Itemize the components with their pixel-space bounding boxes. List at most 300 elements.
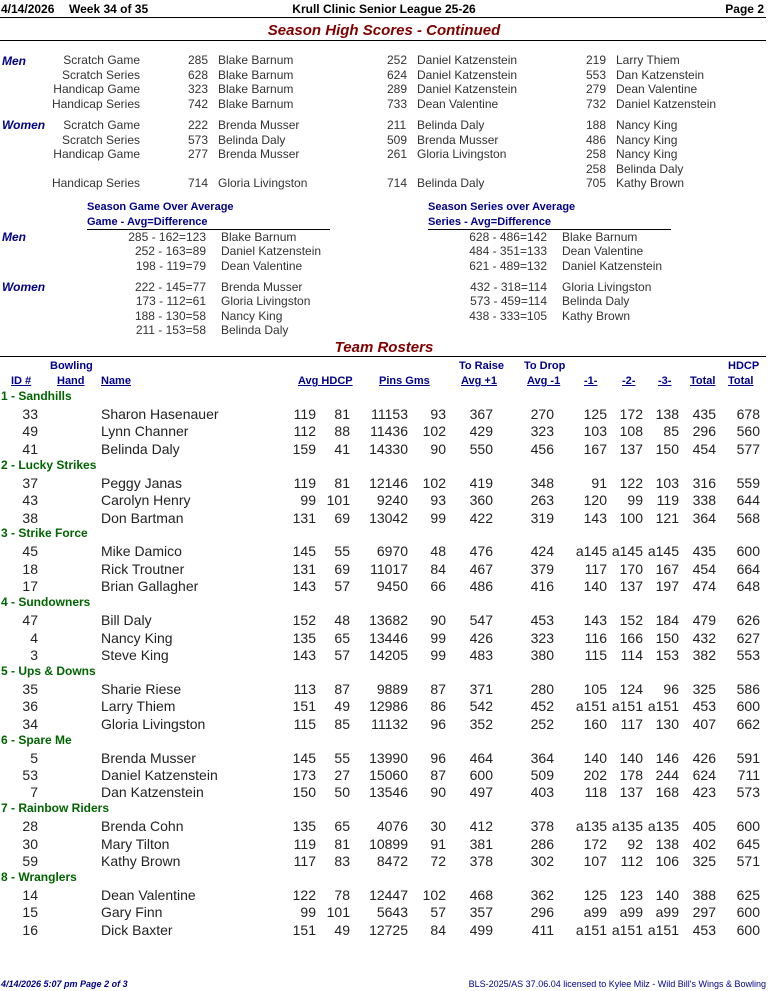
bowler-name: Don Bartman <box>101 509 184 526</box>
roster-row <box>0 767 768 784</box>
to-raise: 542 <box>469 698 493 715</box>
handicap-total: 645 <box>736 835 760 852</box>
bowler-average: 117 <box>293 853 316 869</box>
to-raise: 486 <box>469 578 493 595</box>
difference-row <box>0 280 768 295</box>
bowler-average: 122 <box>292 886 316 903</box>
score-category: Scratch Game <box>63 53 140 67</box>
bowler-name: Blake Barnum <box>218 82 294 96</box>
score-value: 732 <box>586 97 607 111</box>
series-total: 426 <box>692 749 716 766</box>
game-1: 117 <box>584 560 607 577</box>
handicap-total: 600 <box>736 543 760 560</box>
handicap-total: 600 <box>736 904 760 921</box>
difference-value: 432 - 318=114 <box>470 280 547 294</box>
score-category: Scratch Game <box>63 118 140 132</box>
total-pins: 9889 <box>376 680 408 697</box>
bowler-id: 4 <box>30 629 38 646</box>
col-hand: Hand <box>57 375 85 387</box>
bowler-id: 33 <box>22 406 38 422</box>
bowler-handicap: 55 <box>334 749 350 766</box>
bowler-name: Belinda Daly <box>417 176 485 190</box>
bowler-id: 5 <box>30 749 38 766</box>
roster-row <box>0 698 768 715</box>
difference-value: 573 - 459=114 <box>470 294 547 308</box>
game-3: 138 <box>655 406 679 422</box>
game-1: a151 <box>575 698 607 715</box>
bowler-name: Bill Daly <box>101 612 152 629</box>
roster-row <box>0 510 768 527</box>
bowler-name: Kathy Brown <box>562 309 631 323</box>
games-bowled: 30 <box>430 818 446 835</box>
game-1: 143 <box>583 509 607 526</box>
game-3: 244 <box>655 766 679 783</box>
series-total: 316 <box>692 474 716 491</box>
game-3: 96 <box>663 680 679 697</box>
over-average-men-label: Men <box>2 230 26 244</box>
score-category: Handicap Series <box>51 97 140 111</box>
bowler-average: 151 <box>292 698 316 715</box>
roster-row <box>0 716 768 733</box>
difference-value: 173 - 112=61 <box>135 294 206 308</box>
score-value: 486 <box>586 133 607 147</box>
series-total: 423 <box>692 784 716 801</box>
bowler-id: 28 <box>22 818 38 835</box>
games-bowled: 90 <box>430 612 446 629</box>
score-value: 573 <box>188 133 209 147</box>
handicap-total: 648 <box>736 578 760 595</box>
high-score-row <box>0 68 768 83</box>
bowler-handicap: 49 <box>334 698 350 715</box>
total-pins: 5643 <box>376 904 408 921</box>
bowler-id: 14 <box>22 886 38 903</box>
games-bowled: 87 <box>430 680 446 697</box>
bowler-name: Blake Barnum <box>218 68 294 82</box>
game-1: 140 <box>583 749 607 766</box>
bowler-name: Gloria Livingston <box>562 280 652 294</box>
game-1: a135 <box>575 818 607 835</box>
bowler-name: Belinda Daly <box>562 294 630 308</box>
bowler-name: Brenda Musser <box>417 133 499 147</box>
to-raise: 497 <box>469 784 493 801</box>
bowler-name: Daniel Katzenstein <box>417 68 518 82</box>
score-value: 323 <box>188 82 209 96</box>
col-id: ID # <box>11 375 32 387</box>
bowler-name: Dean Valentine <box>562 244 644 258</box>
header-page: Page 2 <box>725 2 764 16</box>
handicap-total: 559 <box>736 474 760 491</box>
bowler-average: 150 <box>292 784 316 801</box>
roster-row <box>0 543 768 560</box>
total-pins: 11436 <box>370 423 408 440</box>
difference-value: 188 - 130=58 <box>134 309 206 323</box>
game-3: 140 <box>655 886 679 903</box>
total-pins: 10899 <box>369 835 408 852</box>
game-2: 170 <box>619 560 643 577</box>
col-avg-minus: Avg -1 <box>527 375 561 387</box>
score-value: 219 <box>586 53 607 67</box>
bowler-average: 119 <box>293 406 316 422</box>
bowler-id: 30 <box>22 835 38 852</box>
handicap-total: 600 <box>736 698 760 715</box>
high-scores-title: Season High Scores - Continued <box>267 22 501 39</box>
col-g3: -3- <box>658 375 672 387</box>
roster-row <box>0 441 768 458</box>
game-1: 172 <box>583 835 607 852</box>
bowler-id: 41 <box>22 440 38 457</box>
game-1: 125 <box>583 886 607 903</box>
handicap-total: 627 <box>736 629 760 646</box>
team-name: 3 - Strike Force <box>1 526 88 541</box>
score-value: 277 <box>188 147 209 161</box>
total-pins: 12146 <box>369 474 408 491</box>
game-3: 138 <box>655 835 679 852</box>
game-1: 125 <box>583 406 607 422</box>
score-value: 222 <box>188 118 209 132</box>
difference-row <box>0 244 768 259</box>
to-drop: 380 <box>530 646 554 663</box>
game-1: 91 <box>591 474 607 491</box>
bowler-id: 17 <box>22 578 38 595</box>
game-3: 150 <box>655 440 679 457</box>
series-total: 435 <box>692 406 716 422</box>
bowler-name: Brenda Musser <box>218 147 300 161</box>
score-value: 211 <box>387 118 407 132</box>
game-2: a135 <box>611 818 643 835</box>
bowler-name: Brian Gallagher <box>101 578 199 595</box>
to-drop: 323 <box>530 629 554 646</box>
game-3: a151 <box>647 921 679 938</box>
bowler-handicap: 27 <box>334 766 350 783</box>
games-bowled: 102 <box>422 886 446 903</box>
roster-row <box>0 818 768 835</box>
bowler-handicap: 81 <box>334 406 350 422</box>
bowler-name: Dan Katzenstein <box>616 68 705 82</box>
score-value: 705 <box>586 176 607 190</box>
score-category: Handicap Series <box>51 176 140 190</box>
games-bowled: 57 <box>430 904 446 921</box>
difference-row <box>0 230 768 245</box>
game-3: 167 <box>655 560 679 577</box>
series-total: 325 <box>692 853 716 869</box>
bowler-name: Belinda Daly <box>218 133 286 147</box>
game-1: 118 <box>584 784 607 801</box>
difference-value: 198 - 119=79 <box>135 259 206 273</box>
bowler-name: Blake Barnum <box>562 230 638 244</box>
total-pins: 13446 <box>369 629 408 646</box>
game-1: 107 <box>583 853 607 869</box>
game-3: 103 <box>655 474 679 491</box>
bowler-name: Dean Valentine <box>221 259 303 273</box>
bowler-name: Dan Katzenstein <box>101 784 204 801</box>
to-raise: 467 <box>469 560 493 577</box>
to-drop: 280 <box>530 680 554 697</box>
score-value: 714 <box>188 176 209 190</box>
footer-left: 4/14/2026 5:07 pm Page 2 of 3 <box>1 979 128 989</box>
to-drop: 509 <box>530 766 554 783</box>
col-hdcp-total: Total <box>728 375 754 387</box>
game-3: 146 <box>655 749 679 766</box>
total-pins: 14330 <box>369 440 408 457</box>
bowler-handicap: 65 <box>334 629 350 646</box>
high-score-row <box>0 147 768 162</box>
col-avg-plus: Avg +1 <box>461 375 497 387</box>
bowler-name: Dean Valentine <box>101 886 196 903</box>
to-drop: 378 <box>530 818 554 835</box>
handicap-total: 625 <box>736 886 760 903</box>
series-total: 405 <box>692 818 716 835</box>
bowler-id: 43 <box>22 492 38 509</box>
to-raise: 499 <box>469 921 493 938</box>
score-value: 509 <box>387 133 408 147</box>
to-drop: 319 <box>530 509 554 526</box>
to-drop: 379 <box>530 560 554 577</box>
bowler-handicap: 81 <box>334 474 350 491</box>
bowler-id: 18 <box>22 560 38 577</box>
total-pins: 9240 <box>376 492 408 509</box>
series-total: 432 <box>692 629 716 646</box>
to-raise: 367 <box>469 406 493 422</box>
total-pins: 9450 <box>376 578 408 595</box>
over-average-women-label: Women <box>2 280 46 294</box>
bowler-id: 47 <box>22 612 38 629</box>
col-g1: -1- <box>584 375 598 387</box>
score-value: 553 <box>586 68 607 82</box>
handicap-total: 560 <box>736 423 760 440</box>
games-bowled: 99 <box>430 509 446 526</box>
col-avg-hdcp: Avg HDCP <box>298 375 353 387</box>
games-bowled: 99 <box>430 629 446 646</box>
series-total: 382 <box>692 646 716 663</box>
handicap-total: 711 <box>737 766 760 783</box>
game-2: 166 <box>619 629 643 646</box>
to-raise: 550 <box>469 440 493 457</box>
game-2: 100 <box>619 509 643 526</box>
to-raise: 419 <box>469 474 493 491</box>
game-2: 112 <box>620 853 643 869</box>
score-category: Handicap Game <box>53 147 140 161</box>
series-total: 338 <box>692 492 716 509</box>
to-raise: 360 <box>469 492 493 509</box>
game-1: 167 <box>583 440 607 457</box>
game-2: 117 <box>620 715 643 732</box>
difference-value: 628 - 486=142 <box>469 230 547 244</box>
rosters-title: Team Rosters <box>334 339 434 356</box>
to-drop: 452 <box>530 698 554 715</box>
game-3: 150 <box>655 629 679 646</box>
game-1: a99 <box>583 904 607 921</box>
series-over-average-subtitle: Series - Avg=Difference <box>428 216 551 228</box>
section-label: Women <box>2 118 46 132</box>
to-raise: 381 <box>469 835 493 852</box>
bowler-name: Nancy King <box>101 629 173 646</box>
total-pins: 12725 <box>369 921 408 938</box>
to-raise: 357 <box>469 904 493 921</box>
bowler-name: Daniel Katzenstein <box>417 53 518 67</box>
bowler-name: Sharie Riese <box>101 680 182 697</box>
game-2: 124 <box>619 680 643 697</box>
bowler-handicap: 57 <box>334 578 350 595</box>
to-drop: 286 <box>530 835 554 852</box>
high-score-row <box>0 53 768 68</box>
bowler-handicap: 49 <box>334 921 350 938</box>
bowler-name: Gary Finn <box>101 904 163 921</box>
series-total: 296 <box>692 423 716 440</box>
score-value: 261 <box>387 147 408 161</box>
team-name: 1 - Sandhills <box>1 389 72 403</box>
games-bowled: 66 <box>430 578 446 595</box>
bowler-average: 145 <box>292 749 316 766</box>
game-2: a99 <box>619 904 643 921</box>
bowler-name: Peggy Janas <box>101 474 182 491</box>
to-raise: 483 <box>469 646 493 663</box>
bowler-name: Brenda Cohn <box>101 818 184 835</box>
bowler-name: Daniel Katzenstein <box>221 244 322 258</box>
game-3: a151 <box>647 698 679 715</box>
bowler-id: 35 <box>22 680 38 697</box>
total-pins: 8472 <box>376 853 408 869</box>
games-bowled: 90 <box>430 784 446 801</box>
roster-row <box>0 784 768 801</box>
handicap-total: 678 <box>736 406 760 422</box>
col-g2: -2- <box>622 375 636 387</box>
score-value: 742 <box>188 97 209 111</box>
games-bowled: 96 <box>430 715 446 732</box>
difference-value: 621 - 489=132 <box>469 259 547 273</box>
roster-row <box>0 492 768 509</box>
to-drop: 323 <box>530 423 554 440</box>
bowler-handicap: 65 <box>334 818 350 835</box>
bowler-average: 152 <box>292 612 316 629</box>
score-value: 628 <box>188 68 209 82</box>
bowler-name: Kathy Brown <box>616 176 685 190</box>
series-over-average-title: Season Series over Average <box>428 201 576 213</box>
game-3: 106 <box>655 853 679 869</box>
games-bowled: 96 <box>430 749 446 766</box>
bowler-handicap: 55 <box>334 543 350 560</box>
handicap-total: 586 <box>736 680 760 697</box>
game-3: 168 <box>655 784 679 801</box>
series-total: 454 <box>692 560 716 577</box>
bowler-average: 99 <box>300 492 316 509</box>
series-total: 454 <box>692 440 716 457</box>
total-pins: 13682 <box>369 612 408 629</box>
roster-row <box>0 561 768 578</box>
bowler-handicap: 101 <box>326 904 350 921</box>
series-total: 453 <box>692 921 716 938</box>
game-2: a145 <box>611 543 643 560</box>
bowler-id: 36 <box>22 698 38 715</box>
bowler-handicap: 101 <box>326 492 350 509</box>
bowler-name: Daniel Katzenstein <box>417 82 518 96</box>
to-raise: 371 <box>469 680 493 697</box>
bowler-average: 99 <box>300 904 316 921</box>
high-score-row <box>0 176 768 191</box>
bowler-average: 115 <box>293 715 316 732</box>
total-pins: 6970 <box>376 543 408 560</box>
game-2: 122 <box>619 474 643 491</box>
bowler-handicap: 41 <box>334 440 350 457</box>
score-category: Handicap Game <box>53 82 140 96</box>
high-score-row <box>0 162 768 177</box>
total-pins: 13990 <box>369 749 408 766</box>
game-3: a135 <box>647 818 679 835</box>
bowler-handicap: 81 <box>334 835 350 852</box>
roster-row <box>0 475 768 492</box>
handicap-total: 553 <box>736 646 760 663</box>
bowler-id: 45 <box>22 543 38 560</box>
bowler-average: 159 <box>292 440 316 457</box>
bowler-name: Gloria Livingston <box>101 715 206 732</box>
to-raise: 352 <box>469 715 493 732</box>
bowler-average: 131 <box>292 509 316 526</box>
total-pins: 11132 <box>371 715 408 732</box>
score-value: 285 <box>188 53 209 67</box>
bowler-average: 135 <box>292 818 316 835</box>
game-1: 202 <box>583 766 607 783</box>
bowler-handicap: 78 <box>334 886 350 903</box>
games-bowled: 72 <box>430 853 446 869</box>
difference-row <box>0 309 768 324</box>
roster-row <box>0 647 768 664</box>
game-3: a99 <box>655 904 679 921</box>
score-value: 289 <box>387 82 408 96</box>
col-to-raise: To Raise <box>459 360 505 372</box>
handicap-total: 591 <box>736 749 760 766</box>
to-drop: 424 <box>530 543 554 560</box>
bowler-id: 59 <box>22 853 38 869</box>
game-3: 153 <box>655 646 679 663</box>
total-pins: 12986 <box>369 698 408 715</box>
bowler-name: Belinda Daly <box>221 323 289 337</box>
bowler-name: Brenda Musser <box>101 749 196 766</box>
bowler-name: Carolyn Henry <box>101 492 191 509</box>
bowler-name: Lynn Channer <box>101 423 189 440</box>
game-1: 140 <box>583 578 607 595</box>
handicap-total: 573 <box>736 784 760 801</box>
bowler-name: Blake Barnum <box>218 53 294 67</box>
bowler-id: 3 <box>30 646 38 663</box>
bowler-name: Gloria Livingston <box>221 294 311 308</box>
to-drop: 362 <box>530 886 554 903</box>
games-bowled: 93 <box>430 492 446 509</box>
bowler-name: Mike Damico <box>101 543 182 560</box>
series-total: 453 <box>692 698 716 715</box>
col-to-drop: To Drop <box>524 360 566 372</box>
to-drop: 364 <box>530 749 554 766</box>
score-category: Scratch Series <box>61 68 140 82</box>
handicap-total: 600 <box>736 921 760 938</box>
roster-row <box>0 836 768 853</box>
bowler-name: Kathy Brown <box>101 853 181 869</box>
to-drop: 411 <box>531 921 554 938</box>
bowler-name: Larry Thiem <box>101 698 176 715</box>
game-1: 103 <box>583 423 607 440</box>
team-name: 6 - Spare Me <box>1 732 72 747</box>
difference-row <box>0 294 768 309</box>
game-2: 99 <box>627 492 643 509</box>
handicap-total: 568 <box>736 509 760 526</box>
game-3: 130 <box>655 715 679 732</box>
total-pins: 13546 <box>369 784 408 801</box>
difference-value: 222 - 145=77 <box>134 280 206 294</box>
roster-row <box>0 423 768 440</box>
score-category: Scratch Series <box>61 133 140 147</box>
game-2: 178 <box>619 766 643 783</box>
high-score-row <box>0 133 768 148</box>
games-bowled: 48 <box>430 543 446 560</box>
game-1: 115 <box>584 646 607 663</box>
